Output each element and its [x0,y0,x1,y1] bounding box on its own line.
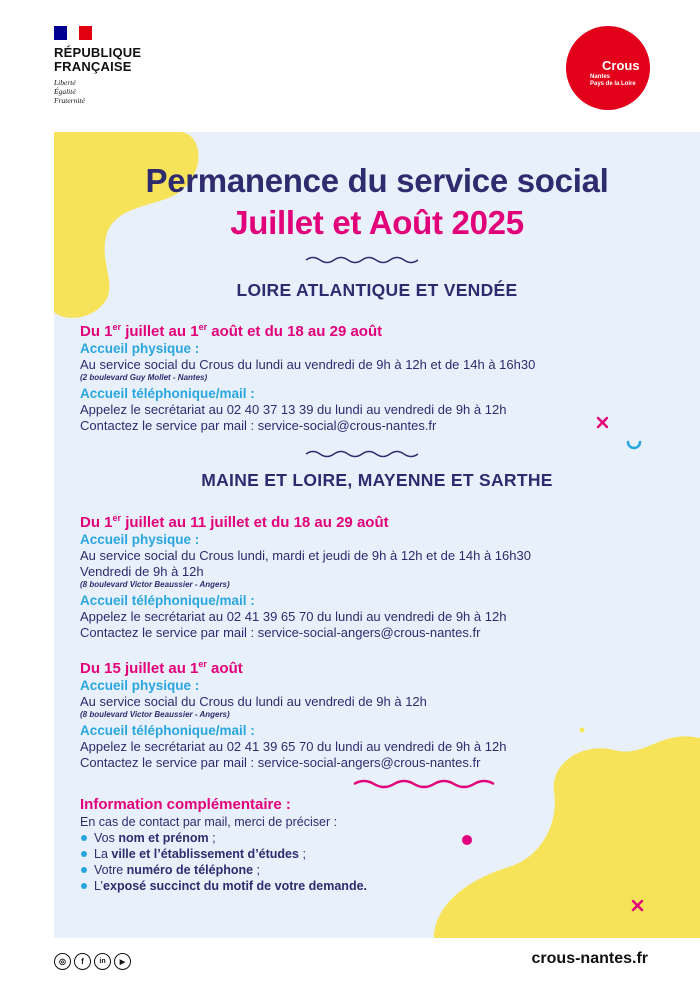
list-item: L’exposé succinct du motif de votre demande. [80,878,680,894]
content-panel [54,132,700,938]
mail-text: Contactez le service par mail : service-social-angers@crous-nantes.fr [80,625,481,640]
sub-title: Juillet et Août 2025 [230,204,524,241]
physical-label: Accueil physique : [80,678,200,693]
section2-period2 [80,659,680,771]
list-item: Votre numéro de téléphone ; [80,862,680,878]
physical-label: Accueil physique : [80,532,200,547]
section-title-loire-atlantique: LOIRE ATLANTIQUE ET VENDÉE [236,280,518,300]
address: (8 boulevard Victor Beaussier - Angers) [80,580,230,589]
section2-period1 [80,513,680,641]
motto-liberte: Liberté [54,78,76,87]
info-title: Information complémentaire : [80,796,291,813]
french-flag-icon [54,26,92,40]
crous-logo [566,26,650,110]
period-heading: Du 15 juillet au 1er août [80,659,243,677]
phone-label: Accueil téléphonique/mail : [80,386,255,401]
linkedin-icon[interactable]: in [94,953,111,970]
youtube-icon[interactable]: ▶ [114,953,131,970]
list-item: Vos nom et prénom ; [80,830,680,846]
physical-text: Au service social du Crous du lundi au vendredi de 9h à 12h et de 14h à 16h30 [80,357,536,372]
period-heading: Du 1er juillet au 11 juillet et du 18 au 29 août [80,513,389,531]
rf-title-line2: FRANÇAISE [54,59,132,74]
phone-label: Accueil téléphonique/mail : [80,593,255,608]
info-block [80,796,680,894]
mail-text: Contactez le service par mail : service-social-angers@crous-nantes.fr [80,755,481,770]
crous-logo-region: Pays de la Loire [590,81,636,87]
physical-text: Au service social du Crous du lundi au vendredi de 9h à 12h [80,694,427,709]
instagram-icon[interactable]: ◎ [54,953,71,970]
mail-text: Contactez le service par mail : service-social@crous-nantes.fr [80,418,437,433]
address: (2 boulevard Guy Mollet - Nantes) [80,373,208,382]
main-title: Permanence du service social [145,162,609,199]
motto-egalite: Égalité [54,87,76,96]
address: (8 boulevard Victor Beaussier - Angers) [80,710,230,719]
website-link[interactable]: crous-nantes.fr [531,950,648,967]
physical-text-friday: Vendredi de 9h à 12h [80,564,204,579]
crous-logo-city: Nantes [590,74,611,80]
social-links [54,953,131,970]
list-item: La ville et l’établissement d’études ; [80,846,680,862]
rf-title-line1: RÉPUBLIQUE [54,45,142,60]
info-list [80,830,680,894]
physical-label: Accueil physique : [80,341,200,356]
period-heading: Du 1er juillet au 1er août et du 18 au 29 août [80,322,383,340]
republique-francaise-logo [54,26,164,105]
crous-logo-name: Crous [602,58,640,73]
phone-text: Appelez le secrétariat au 02 41 39 65 70 du lundi au vendredi de 9h à 12h [80,609,507,624]
physical-text: Au service social du Crous lundi, mardi et jeudi de 9h à 12h et de 14h à 16h30 [80,548,531,563]
info-intro: En cas de contact par mail, merci de préciser : [80,815,338,829]
facebook-icon[interactable]: f [74,953,91,970]
section1-period1 [80,322,680,434]
section-title-maine-et-loire: MAINE ET LOIRE, MAYENNE ET SARTHE [201,470,553,490]
phone-label: Accueil téléphonique/mail : [80,723,255,738]
motto-fraternite: Fraternité [54,96,85,105]
phone-text: Appelez le secrétariat au 02 40 37 13 39 du lundi au vendredi de 9h à 12h [80,402,507,417]
phone-text: Appelez le secrétariat au 02 41 39 65 70 du lundi au vendredi de 9h à 12h [80,739,507,754]
